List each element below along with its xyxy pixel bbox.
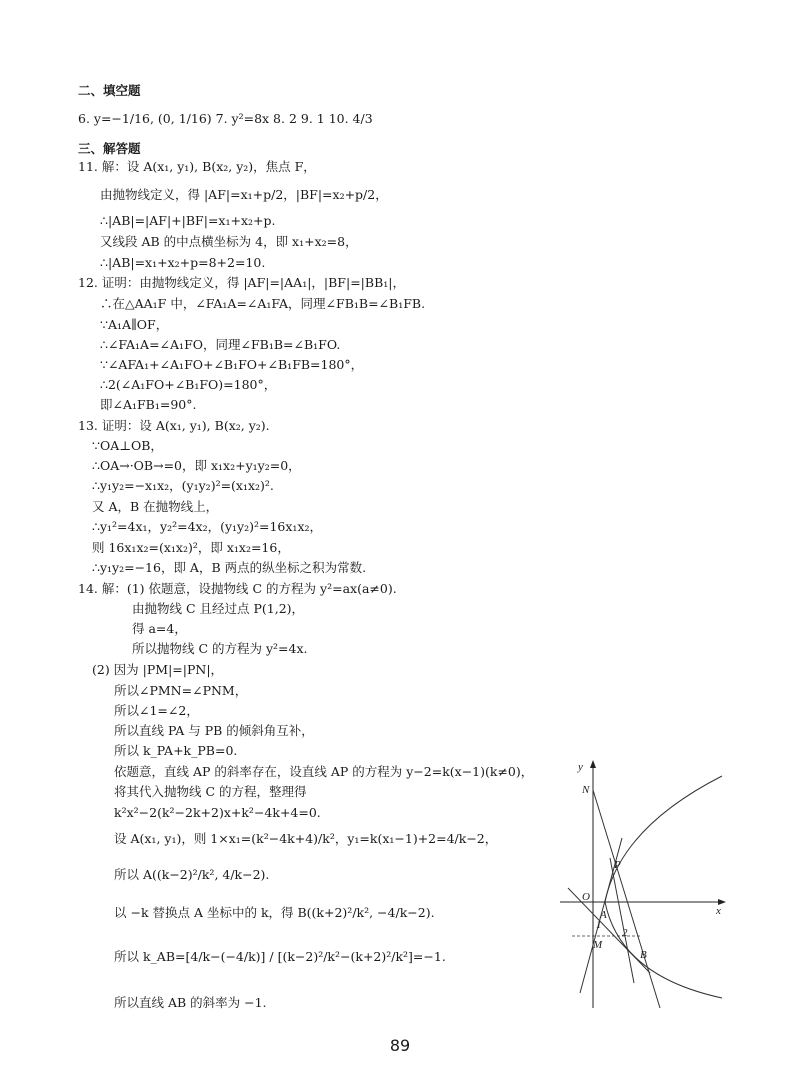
problem-14-line: 所以 k_AB=[4/k−(−4/k)] / [(k−2)²/k²−(k+2)²/k²]=−1. <box>114 949 446 964</box>
problem-14-line: 所以抛物线 C 的方程为 y²=4x. <box>132 641 308 656</box>
problem-12-line: ∵A₁A∥OF， <box>100 317 169 332</box>
label-one: 1 <box>596 919 602 931</box>
fill-blank-answers: 6. y=−1/16, (0, 1/16) 7. y²=8x 8. 2 9. 1 10. 4/3 <box>78 111 373 126</box>
problem-14-line: 以 −k 替换点 A 坐标中的 k，得 B((k+2)²/k², −4/k−2). <box>114 905 435 920</box>
section-heading-fill-blank: 二、填空题 <box>78 83 141 98</box>
problem-12-line: ∵∠AFA₁+∠A₁FO+∠B₁FO+∠B₁FB=180°， <box>100 357 364 372</box>
problem-13-line: ∴y₁²=4x₁，y₂²=4x₂，(y₁y₂)²=16x₁x₂， <box>92 519 323 534</box>
problem-12-line: 12. 证明：由抛物线定义，得 |AF|=|AA₁|，|BF|=|BB₁|， <box>78 275 405 290</box>
problem-11-line: 由抛物线定义，得 |AF|=x₁+p/2，|BF|=x₂+p/2， <box>100 187 388 202</box>
y-axis-arrow <box>590 760 596 768</box>
problem-13-line: ∵OA⊥OB， <box>92 438 163 453</box>
problem-11-line: 又线段 AB 的中点横坐标为 4，即 x₁+x₂=8， <box>100 234 358 249</box>
label-y: y <box>578 761 583 773</box>
problem-12-line: ∴∠FA₁A=∠A₁FO，同理∠FB₁B=∠B₁FO. <box>100 337 341 352</box>
problem-11-line: 11. 解：设 A(x₁, y₁), B(x₂, y₂)，焦点 F， <box>78 159 316 174</box>
problem-12-line: 即∠A₁FB₁=90°. <box>100 397 197 412</box>
problem-14-line: 所以 A((k−2)²/k², 4/k−2). <box>114 867 270 882</box>
label-M: M <box>593 939 603 951</box>
problem-12-line: ∴2(∠A₁FO+∠B₁FO)=180°， <box>100 377 277 392</box>
problem-13-line: 则 16x₁x₂=(x₁x₂)²，即 x₁x₂=16， <box>92 540 290 555</box>
section-heading-answers: 三、解答题 <box>78 141 141 156</box>
label-B: B <box>640 949 647 961</box>
problem-13-line: ∴OA→·OB→=0，即 x₁x₂+y₁y₂=0， <box>92 458 301 473</box>
label-O: O <box>582 891 590 903</box>
label-N: N <box>582 784 590 796</box>
problem-11-line: ∴|AB|=|AF|+|BF|=x₁+x₂+p. <box>100 213 276 228</box>
problem-14-line: 所以∠PMN=∠PNM， <box>114 683 248 698</box>
line-NB <box>593 790 660 1008</box>
problem-14-line: 所以直线 AB 的斜率为 −1. <box>114 995 267 1010</box>
problem-14-line: 14. 解：(1) 依题意，设抛物线 C 的方程为 y²=ax(a≠0). <box>78 581 397 596</box>
label-x: x <box>716 905 721 917</box>
problem-14-line: 由抛物线 C 且经过点 P(1,2)， <box>132 601 305 616</box>
line-AB <box>568 888 650 973</box>
label-P: P <box>614 859 621 871</box>
label-two: 2 <box>622 927 628 939</box>
problem-13-line: 又 A，B 在抛物线上， <box>92 499 219 514</box>
page-number: 89 <box>389 1036 411 1055</box>
problem-14-line: 得 a=4， <box>132 621 187 636</box>
problem-14-line: 所以∠1=∠2， <box>114 703 199 718</box>
problem-14-line: 设 A(x₁, y₁)，则 1×x₁=(k²−4k+4)/k²，y₁=k(x₁−1)+2=4/k−2， <box>114 831 498 846</box>
line-PB <box>610 858 634 983</box>
problem-13-line: ∴y₁y₂=−16，即 A，B 两点的纵坐标之积为常数. <box>92 560 367 575</box>
problem-14-line: 将其代入抛物线 C 的方程，整理得 <box>114 784 307 799</box>
label-A: A <box>600 909 607 921</box>
problem-14-line: 所以直线 PA 与 PB 的倾斜角互补， <box>114 723 314 738</box>
problem-13-line: 13. 证明：设 A(x₁, y₁), B(x₂, y₂). <box>78 418 270 433</box>
problem-14-line: 所以 k_PA+k_PB=0. <box>114 743 238 758</box>
problem-14-line: 依题意，直线 AP 的斜率存在，设直线 AP 的方程为 y−2=k(x−1)(k≠0)， <box>114 764 534 779</box>
problem-13-line: ∴y₁y₂=−x₁x₂，(y₁y₂)²=(x₁x₂)². <box>92 478 274 493</box>
problem-14-line: k²x²−2(k²−2k+2)x+k²−4k+4=0. <box>114 805 321 820</box>
parabola-figure <box>560 758 735 1013</box>
problem-11-line: ∴|AB|=x₁+x₂+p=8+2=10. <box>100 255 266 270</box>
problem-14-line: (2) 因为 |PM|=|PN|， <box>92 662 224 677</box>
problem-12-line: ∴在△AA₁F 中，∠FA₁A=∠A₁FA，同理∠FB₁B=∠B₁FB. <box>100 296 426 311</box>
